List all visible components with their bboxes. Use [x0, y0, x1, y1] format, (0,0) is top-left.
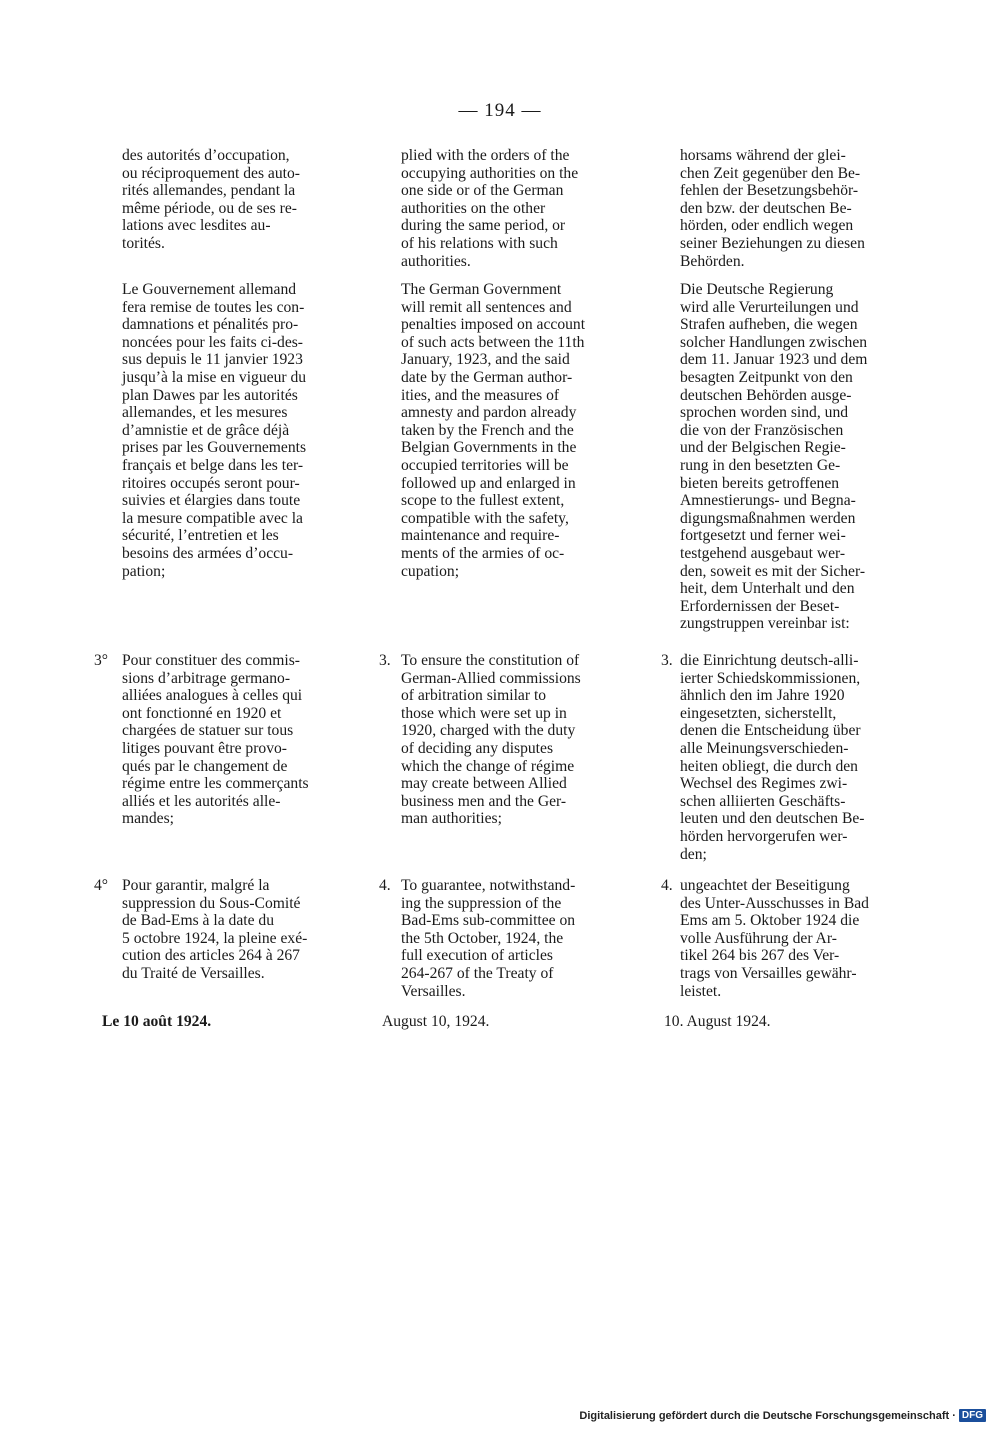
- dfg-logo: DFG: [959, 1409, 986, 1422]
- en-item-4: [401, 877, 623, 1000]
- de-paragraph-1-text: horsams während der glei- chen Zeit gegenüber den Be- fehlen der Besetzungsbehör- den bzw. der deutschen Be- hörden, oder endlich wegen seiner Beziehungen zu diesen Behörden.: [680, 147, 865, 270]
- de-item-4-number: 4.: [661, 877, 673, 894]
- en-date: August 10, 1924.: [382, 1013, 490, 1030]
- en-paragraph-1-text: plied with the orders of the occupying authorities on the one side or of the German authorities on the other during the same period, or of his relations with such authorities.: [401, 147, 579, 270]
- en-item-3: [401, 652, 623, 828]
- de-item-4-text: ungeachtet der Beseitigung des Unter-Ausschusses in Bad Ems am 5. Oktober 1924 die volle Ausführung der Ar- tikel 264 bis 267 des Ver- trags von Versailles gewähr- leistet.: [680, 877, 869, 1000]
- de-item-3-number: 3.: [661, 652, 673, 669]
- en-item-4-number: 4.: [379, 877, 391, 894]
- fr-item-3-text: Pour constituer des commis- sions d’arbitrage germano- alliées analogues à celles qui ont fonctionné en 1920 et chargées de statuer sur tous litiges pouvant être provo- qués par le changement de régime entre les commerçants alliés et les autorités alle- mandes;: [122, 652, 309, 828]
- en-item-3-text: To ensure the constitution of German-Allied commissions of arbitration similar to those which were set up in 1920, charged with the duty of deciding any disputes which the change of régime may create between Allied business men and the Ger- man authorities;: [401, 652, 581, 828]
- en-item-4-text: To guarantee, notwithstand- ing the suppression of the Bad-Ems sub-committee on the 5th October, 1924, the full execution of articles 264-267 of the Treaty of Versailles.: [401, 877, 576, 1000]
- en-paragraph-2-text: The German Government will remit all sentences and penalties imposed on account of such acts between the 11th January, 1923, and the said date by the German author- ities, and the measures of amnesty and pardon already taken by the French and the Belgian Governments in the occupied territories will be followed up and enlarged in scope to the fullest extent, compatible with the safety, maintenance and require- ments of the armies of oc- cupation;: [401, 281, 586, 580]
- en-paragraph-1: [401, 147, 623, 270]
- fr-paragraph-1-text: des autorités d’occupation, ou réciproquement des auto- rités allemandes, pendant la même période, ou de ses re- lations avec lesdites au- torités.: [122, 147, 300, 252]
- fr-item-4-text: Pour garantir, malgré la suppression du Sous-Comité de Bad-Ems à la date du 5 octobre 1924, la pleine exé- cution des articles 264 à 267 du Traité de Versailles.: [122, 877, 308, 982]
- de-paragraph-2: [680, 281, 902, 633]
- fr-item-4-number: 4°: [94, 877, 109, 894]
- fr-item-3: [122, 652, 344, 828]
- page-number: — 194 —: [458, 100, 542, 121]
- digitization-footer: [579, 1409, 986, 1422]
- de-item-4: [680, 877, 902, 1000]
- fr-paragraph-1: [122, 147, 344, 253]
- fr-item-4: [122, 877, 344, 983]
- en-item-3-number: 3.: [379, 652, 391, 669]
- footer-text: Digitalisierung gefördert durch die Deutsche Forschungsgemeinschaft ·: [579, 1409, 956, 1422]
- de-item-3: [680, 652, 902, 863]
- de-paragraph-2-text: Die Deutsche Regierung wird alle Verurteilungen und Strafen aufheben, die wegen solcher Handlungen zwischen dem 11. Januar 1923 und dem besagten Zeitpunkt von den deutschen Behörden ausge- sprochen worden sind, und die von der Französischen und der Belgischen Regie- rung in den besetzten Ge- bieten bereits getroffenen Amnestierungs- und Begna- digungsmaßnahmen werden fortgesetzt und ferner wei- testgehend ausgebaut wer- den, soweit es mit der Sicher- heit, dem Unterhalt und den Erfordernissen der Beset- zungstruppen vereinbar ist:: [680, 281, 868, 633]
- fr-paragraph-2-text: Le Gouvernement allemand fera remise de toutes les con- damnations et pénalités pro- noncées pour les faits ci-des- sus depuis le 11 janvier 1923 jusqu’à la mise en vigueur du plan Dawes par les autorités allemandes, et les mesures d’amnistie et de grâce déjà prises par les Gouvernements français et belge dans les ter- ritoires occupés seront pour- suivies et élargies dans toute la mesure compatible avec la sécurité, l’entretien et les besoins des armées d’occu- pation;: [122, 281, 307, 580]
- fr-date: Le 10 août 1924.: [102, 1013, 212, 1030]
- en-paragraph-2: [401, 281, 623, 580]
- de-paragraph-1: [680, 147, 902, 270]
- de-date: 10. August 1924.: [664, 1013, 771, 1030]
- fr-paragraph-2: [122, 281, 344, 580]
- fr-item-3-number: 3°: [94, 652, 109, 669]
- de-item-3-text: die Einrichtung deutsch-alli- ierter Schiedskommissionen, ähnlich den im Jahre 1920 eingesetzten, sicherstellt, denen die Entscheidung über alle Meinungsverschieden- heiten obliegt, die durch den Wechsel des Regimes zwi- schen alliierten Geschäfts- leuten und den deutschen Be- hörden hervorgerufen wer- den;: [680, 652, 865, 863]
